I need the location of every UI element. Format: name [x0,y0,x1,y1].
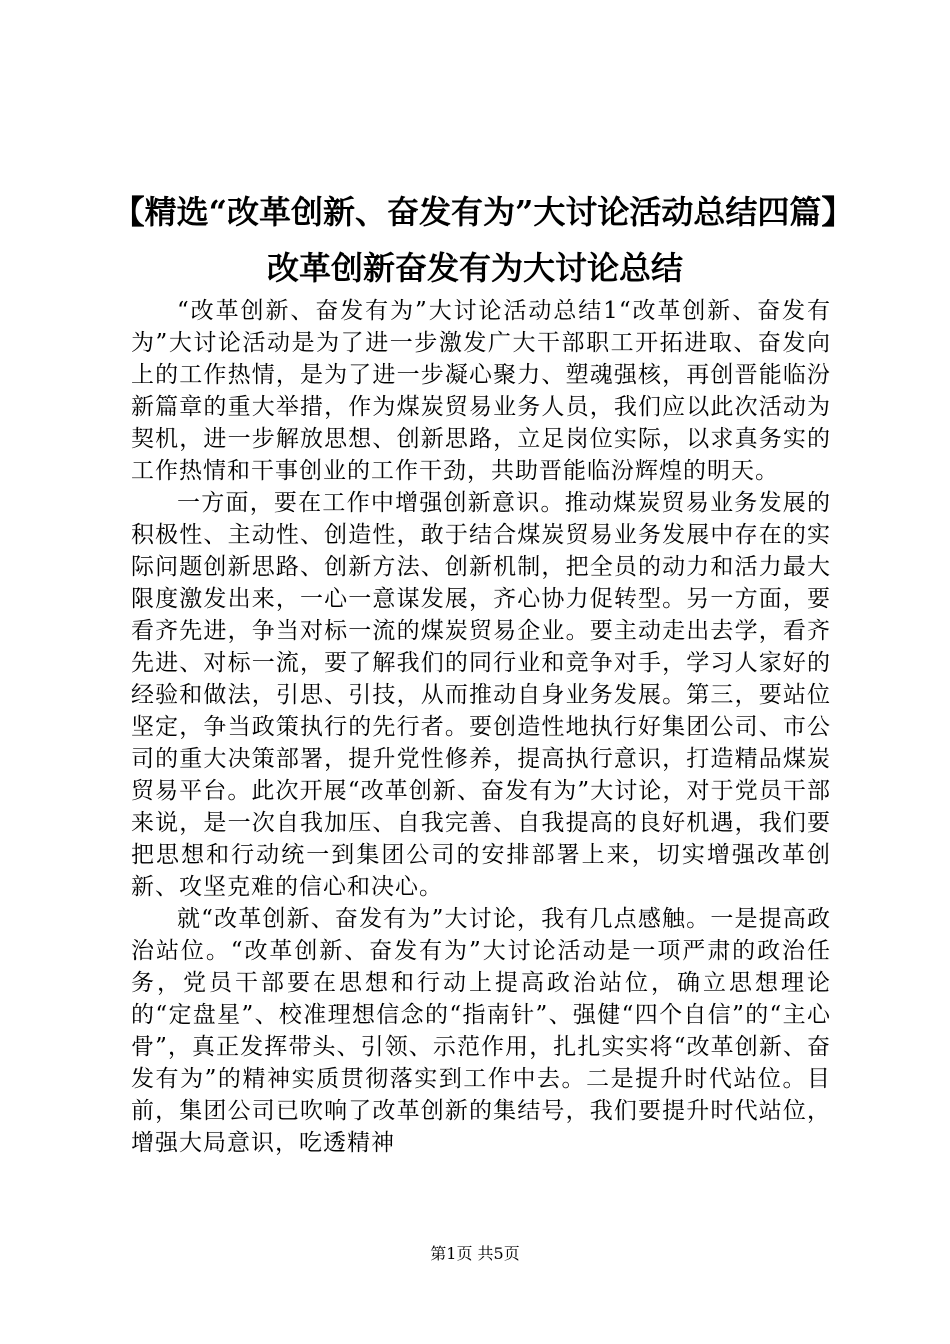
paragraph-2: 一方面，要在工作中增强创新意识。推动煤炭贸易业务发展的积极性、主动性、创造性，敢于结合煤炭贸易业务发展中存在的实际问题创新思路、创新方法、创新机制，把全员的动力和活力最大限度激发出来，一心一意谋发展，齐心协力促转型。另一方面，要看齐先进，争当对标一流的煤炭贸易企业。要主动走出去学，看齐先进、对标一流，要了解我们的同行业和竞争对手，学习人家好的经验和做法，引思、引技，从而推动自身业务发展。第三，要站位坚定，争当政策执行的先行者。要创造性地执行好集团公司、市公司的重大决策部署，提升党性修养，提高执行意识，打造精品煤炭贸易平台。此次开展“改革创新、奋发有为”大讨论，对于党员干部来说，是一次自我加压、自我完善、自我提高的良好机遇，我们要把思想和行动统一到集团公司的安排部署上来，切实增强改革创新、攻坚克难的信心和决心。 [131,490,831,900]
document-body [131,295,831,1159]
paragraph-3: 就“改革创新、奋发有为”大讨论，我有几点感触。一是提高政治站位。“改革创新、奋发有为”大讨论活动是一项严肃的政治任务，党员干部要在思想和行动上提高政治站位，确立思想理论的“定盘星”、校准理想信念的“指南针”、强健“四个自信”的“主心骨”，真正发挥带头、引领、示范作用，扎扎实实将“改革创新、奋发有为”的精神实质贯彻落实到工作中去。二是提升时代站位。目前，集团公司已吹响了改革创新的集结号，我们要提升时代站位，增强大局意识，吃透精神 [131,906,831,1156]
document-title: 【精选“改革创新、奋发有为”大讨论活动总结四篇】改革创新奋发有为大讨论总结 [112,193,838,287]
paragraph-1: “改革创新、奋发有为”大讨论活动总结1“改革创新、奋发有为”大讨论活动是为了进一步激发广大干部职工开拓进取、奋发向上的工作热情，是为了进一步凝心聚力、塑魂强核，再创晋能临汾新篇章的重大举措，作为煤炭贸易业务人员，我们应以此次活动为契机，进一步解放思想、创新思路，立足岗位实际，以求真务实的工作热情和干事创业的工作干劲，共助晋能临汾辉煌的明天。 [131,298,831,484]
page-number-footer: 第1页 共5页 [430,1244,520,1263]
